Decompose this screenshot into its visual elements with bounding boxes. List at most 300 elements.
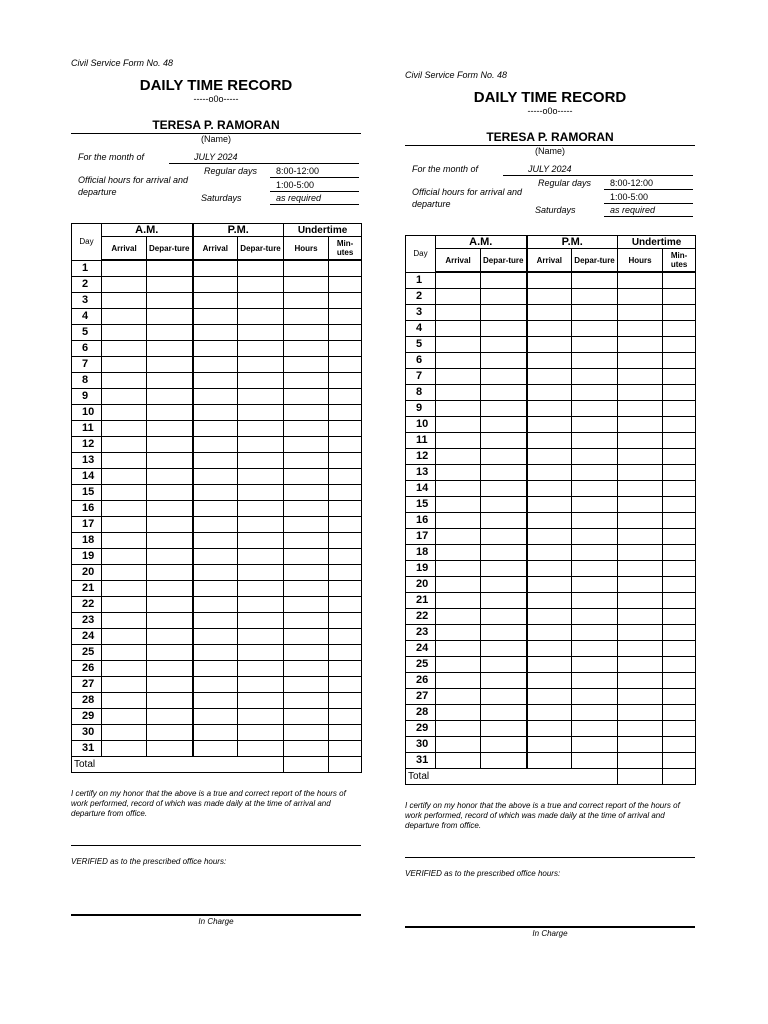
am-arrival-cell[interactable] [436, 529, 481, 545]
undertime-minutes-cell[interactable] [663, 721, 696, 737]
am-arrival-cell[interactable] [436, 737, 481, 753]
pm-departure-cell[interactable] [572, 481, 618, 497]
pm-arrival-cell[interactable] [193, 629, 238, 645]
am-arrival-cell[interactable] [102, 693, 147, 709]
am-departure-cell[interactable] [147, 485, 193, 501]
am-arrival-cell[interactable] [436, 449, 481, 465]
pm-departure-cell[interactable] [572, 721, 618, 737]
undertime-hours-cell[interactable] [618, 753, 663, 769]
am-departure-cell[interactable] [481, 561, 527, 577]
pm-arrival-cell[interactable] [527, 497, 572, 513]
am-arrival-cell[interactable] [436, 721, 481, 737]
undertime-minutes-cell[interactable] [329, 469, 362, 485]
am-arrival-cell[interactable] [102, 357, 147, 373]
pm-arrival-cell[interactable] [527, 305, 572, 321]
pm-arrival-cell[interactable] [527, 737, 572, 753]
pm-departure-cell[interactable] [238, 677, 284, 693]
am-departure-cell[interactable] [147, 341, 193, 357]
am-departure-cell[interactable] [147, 741, 193, 757]
pm-departure-cell[interactable] [238, 725, 284, 741]
pm-arrival-cell[interactable] [527, 673, 572, 689]
am-arrival-cell[interactable] [436, 289, 481, 305]
undertime-minutes-cell[interactable] [663, 609, 696, 625]
am-arrival-cell[interactable] [102, 293, 147, 309]
pm-departure-cell[interactable] [238, 565, 284, 581]
pm-arrival-cell[interactable] [193, 741, 238, 757]
am-arrival-cell[interactable] [436, 353, 481, 369]
total-hours-cell[interactable] [618, 769, 663, 785]
pm-departure-cell[interactable] [238, 421, 284, 437]
am-arrival-cell[interactable] [436, 705, 481, 721]
undertime-hours-cell[interactable] [284, 260, 329, 277]
undertime-minutes-cell[interactable] [329, 645, 362, 661]
pm-arrival-cell[interactable] [193, 277, 238, 293]
am-departure-cell[interactable] [481, 401, 527, 417]
undertime-minutes-cell[interactable] [663, 705, 696, 721]
am-departure-cell[interactable] [481, 481, 527, 497]
am-departure-cell[interactable] [147, 677, 193, 693]
undertime-hours-cell[interactable] [284, 501, 329, 517]
undertime-minutes-cell[interactable] [329, 293, 362, 309]
pm-departure-cell[interactable] [238, 709, 284, 725]
am-arrival-cell[interactable] [436, 513, 481, 529]
am-departure-cell[interactable] [481, 272, 527, 289]
undertime-minutes-cell[interactable] [329, 453, 362, 469]
pm-departure-cell[interactable] [572, 449, 618, 465]
undertime-minutes-cell[interactable] [329, 260, 362, 277]
undertime-hours-cell[interactable] [618, 353, 663, 369]
undertime-hours-cell[interactable] [618, 721, 663, 737]
undertime-minutes-cell[interactable] [329, 693, 362, 709]
pm-arrival-cell[interactable] [527, 721, 572, 737]
am-arrival-cell[interactable] [102, 405, 147, 421]
undertime-minutes-cell[interactable] [663, 449, 696, 465]
undertime-hours-cell[interactable] [284, 469, 329, 485]
pm-departure-cell[interactable] [238, 629, 284, 645]
pm-arrival-cell[interactable] [193, 549, 238, 565]
am-arrival-cell[interactable] [436, 305, 481, 321]
am-arrival-cell[interactable] [102, 277, 147, 293]
pm-arrival-cell[interactable] [193, 597, 238, 613]
am-arrival-cell[interactable] [102, 661, 147, 677]
am-departure-cell[interactable] [481, 609, 527, 625]
am-departure-cell[interactable] [481, 385, 527, 401]
pm-departure-cell[interactable] [572, 609, 618, 625]
undertime-hours-cell[interactable] [284, 677, 329, 693]
undertime-hours-cell[interactable] [618, 545, 663, 561]
am-departure-cell[interactable] [481, 433, 527, 449]
undertime-minutes-cell[interactable] [663, 289, 696, 305]
pm-arrival-cell[interactable] [193, 357, 238, 373]
pm-arrival-cell[interactable] [527, 561, 572, 577]
undertime-hours-cell[interactable] [284, 357, 329, 373]
am-arrival-cell[interactable] [436, 337, 481, 353]
undertime-minutes-cell[interactable] [329, 373, 362, 389]
pm-arrival-cell[interactable] [193, 389, 238, 405]
am-arrival-cell[interactable] [102, 597, 147, 613]
am-departure-cell[interactable] [481, 369, 527, 385]
pm-departure-cell[interactable] [238, 693, 284, 709]
undertime-hours-cell[interactable] [618, 641, 663, 657]
undertime-minutes-cell[interactable] [329, 325, 362, 341]
undertime-minutes-cell[interactable] [329, 533, 362, 549]
am-arrival-cell[interactable] [436, 433, 481, 449]
undertime-hours-cell[interactable] [284, 309, 329, 325]
am-departure-cell[interactable] [147, 421, 193, 437]
pm-arrival-cell[interactable] [193, 437, 238, 453]
undertime-hours-cell[interactable] [284, 725, 329, 741]
undertime-minutes-cell[interactable] [663, 272, 696, 289]
pm-arrival-cell[interactable] [193, 645, 238, 661]
pm-departure-cell[interactable] [572, 513, 618, 529]
am-departure-cell[interactable] [147, 469, 193, 485]
pm-arrival-cell[interactable] [193, 709, 238, 725]
pm-arrival-cell[interactable] [193, 485, 238, 501]
undertime-hours-cell[interactable] [618, 465, 663, 481]
pm-arrival-cell[interactable] [527, 272, 572, 289]
total-hours-cell[interactable] [284, 757, 329, 773]
undertime-hours-cell[interactable] [284, 741, 329, 757]
pm-arrival-cell[interactable] [193, 405, 238, 421]
undertime-minutes-cell[interactable] [663, 625, 696, 641]
undertime-hours-cell[interactable] [284, 373, 329, 389]
pm-arrival-cell[interactable] [527, 609, 572, 625]
undertime-hours-cell[interactable] [618, 449, 663, 465]
undertime-hours-cell[interactable] [284, 709, 329, 725]
am-arrival-cell[interactable] [436, 657, 481, 673]
pm-arrival-cell[interactable] [193, 325, 238, 341]
pm-departure-cell[interactable] [238, 357, 284, 373]
am-departure-cell[interactable] [481, 673, 527, 689]
undertime-hours-cell[interactable] [618, 417, 663, 433]
am-arrival-cell[interactable] [102, 485, 147, 501]
pm-arrival-cell[interactable] [193, 725, 238, 741]
undertime-minutes-cell[interactable] [663, 561, 696, 577]
am-departure-cell[interactable] [147, 405, 193, 421]
pm-departure-cell[interactable] [238, 469, 284, 485]
pm-arrival-cell[interactable] [193, 469, 238, 485]
am-arrival-cell[interactable] [102, 565, 147, 581]
am-departure-cell[interactable] [147, 453, 193, 469]
am-arrival-cell[interactable] [436, 561, 481, 577]
am-departure-cell[interactable] [481, 305, 527, 321]
undertime-hours-cell[interactable] [284, 613, 329, 629]
pm-departure-cell[interactable] [238, 293, 284, 309]
undertime-hours-cell[interactable] [618, 673, 663, 689]
pm-departure-cell[interactable] [572, 321, 618, 337]
pm-arrival-cell[interactable] [193, 661, 238, 677]
pm-arrival-cell[interactable] [193, 293, 238, 309]
am-departure-cell[interactable] [481, 577, 527, 593]
am-departure-cell[interactable] [147, 517, 193, 533]
pm-arrival-cell[interactable] [527, 577, 572, 593]
pm-arrival-cell[interactable] [527, 481, 572, 497]
undertime-minutes-cell[interactable] [329, 709, 362, 725]
am-arrival-cell[interactable] [436, 753, 481, 769]
undertime-hours-cell[interactable] [284, 549, 329, 565]
pm-arrival-cell[interactable] [527, 353, 572, 369]
undertime-minutes-cell[interactable] [663, 353, 696, 369]
pm-departure-cell[interactable] [572, 641, 618, 657]
am-departure-cell[interactable] [147, 693, 193, 709]
undertime-hours-cell[interactable] [284, 453, 329, 469]
pm-departure-cell[interactable] [572, 689, 618, 705]
undertime-minutes-cell[interactable] [663, 417, 696, 433]
am-departure-cell[interactable] [481, 449, 527, 465]
pm-arrival-cell[interactable] [527, 529, 572, 545]
am-departure-cell[interactable] [481, 353, 527, 369]
am-arrival-cell[interactable] [102, 341, 147, 357]
undertime-minutes-cell[interactable] [663, 673, 696, 689]
am-arrival-cell[interactable] [436, 401, 481, 417]
pm-departure-cell[interactable] [238, 485, 284, 501]
pm-arrival-cell[interactable] [527, 705, 572, 721]
undertime-minutes-cell[interactable] [329, 277, 362, 293]
undertime-hours-cell[interactable] [284, 645, 329, 661]
undertime-minutes-cell[interactable] [329, 661, 362, 677]
am-departure-cell[interactable] [481, 529, 527, 545]
undertime-minutes-cell[interactable] [329, 485, 362, 501]
am-departure-cell[interactable] [481, 689, 527, 705]
pm-departure-cell[interactable] [238, 309, 284, 325]
pm-arrival-cell[interactable] [527, 625, 572, 641]
undertime-hours-cell[interactable] [284, 693, 329, 709]
pm-arrival-cell[interactable] [527, 449, 572, 465]
pm-departure-cell[interactable] [572, 705, 618, 721]
am-arrival-cell[interactable] [102, 437, 147, 453]
am-departure-cell[interactable] [481, 705, 527, 721]
undertime-minutes-cell[interactable] [329, 309, 362, 325]
am-arrival-cell[interactable] [436, 417, 481, 433]
undertime-hours-cell[interactable] [618, 305, 663, 321]
am-departure-cell[interactable] [147, 709, 193, 725]
pm-departure-cell[interactable] [572, 369, 618, 385]
undertime-hours-cell[interactable] [284, 629, 329, 645]
am-departure-cell[interactable] [147, 581, 193, 597]
pm-departure-cell[interactable] [238, 277, 284, 293]
undertime-minutes-cell[interactable] [663, 433, 696, 449]
am-arrival-cell[interactable] [102, 709, 147, 725]
pm-arrival-cell[interactable] [527, 465, 572, 481]
pm-arrival-cell[interactable] [193, 677, 238, 693]
total-minutes-cell[interactable] [329, 757, 362, 773]
am-arrival-cell[interactable] [436, 609, 481, 625]
pm-arrival-cell[interactable] [193, 501, 238, 517]
am-departure-cell[interactable] [481, 417, 527, 433]
undertime-minutes-cell[interactable] [329, 437, 362, 453]
undertime-minutes-cell[interactable] [663, 737, 696, 753]
undertime-minutes-cell[interactable] [329, 501, 362, 517]
undertime-hours-cell[interactable] [618, 609, 663, 625]
am-departure-cell[interactable] [481, 737, 527, 753]
undertime-hours-cell[interactable] [284, 597, 329, 613]
pm-arrival-cell[interactable] [527, 433, 572, 449]
pm-arrival-cell[interactable] [527, 593, 572, 609]
am-departure-cell[interactable] [147, 597, 193, 613]
am-departure-cell[interactable] [147, 645, 193, 661]
undertime-hours-cell[interactable] [618, 401, 663, 417]
pm-arrival-cell[interactable] [193, 260, 238, 277]
undertime-minutes-cell[interactable] [663, 465, 696, 481]
am-arrival-cell[interactable] [436, 465, 481, 481]
am-departure-cell[interactable] [147, 533, 193, 549]
undertime-minutes-cell[interactable] [329, 725, 362, 741]
am-departure-cell[interactable] [481, 289, 527, 305]
am-arrival-cell[interactable] [436, 321, 481, 337]
undertime-minutes-cell[interactable] [329, 597, 362, 613]
am-arrival-cell[interactable] [436, 272, 481, 289]
pm-departure-cell[interactable] [238, 437, 284, 453]
undertime-hours-cell[interactable] [618, 513, 663, 529]
pm-arrival-cell[interactable] [527, 689, 572, 705]
pm-departure-cell[interactable] [238, 373, 284, 389]
pm-arrival-cell[interactable] [193, 341, 238, 357]
undertime-hours-cell[interactable] [284, 661, 329, 677]
am-arrival-cell[interactable] [102, 421, 147, 437]
undertime-minutes-cell[interactable] [663, 577, 696, 593]
undertime-minutes-cell[interactable] [663, 529, 696, 545]
undertime-hours-cell[interactable] [284, 341, 329, 357]
undertime-hours-cell[interactable] [618, 385, 663, 401]
undertime-minutes-cell[interactable] [663, 753, 696, 769]
undertime-hours-cell[interactable] [284, 325, 329, 341]
am-departure-cell[interactable] [147, 565, 193, 581]
pm-arrival-cell[interactable] [193, 693, 238, 709]
undertime-minutes-cell[interactable] [663, 401, 696, 417]
total-minutes-cell[interactable] [663, 769, 696, 785]
undertime-hours-cell[interactable] [618, 737, 663, 753]
undertime-hours-cell[interactable] [618, 561, 663, 577]
pm-arrival-cell[interactable] [193, 453, 238, 469]
pm-departure-cell[interactable] [238, 533, 284, 549]
undertime-hours-cell[interactable] [284, 565, 329, 581]
am-departure-cell[interactable] [147, 260, 193, 277]
am-departure-cell[interactable] [481, 721, 527, 737]
am-departure-cell[interactable] [481, 513, 527, 529]
undertime-hours-cell[interactable] [618, 337, 663, 353]
am-arrival-cell[interactable] [436, 385, 481, 401]
pm-departure-cell[interactable] [572, 625, 618, 641]
pm-arrival-cell[interactable] [193, 309, 238, 325]
pm-departure-cell[interactable] [238, 405, 284, 421]
pm-departure-cell[interactable] [572, 593, 618, 609]
pm-departure-cell[interactable] [238, 645, 284, 661]
am-arrival-cell[interactable] [102, 453, 147, 469]
undertime-hours-cell[interactable] [618, 321, 663, 337]
pm-departure-cell[interactable] [572, 497, 618, 513]
undertime-hours-cell[interactable] [284, 437, 329, 453]
am-arrival-cell[interactable] [436, 593, 481, 609]
pm-departure-cell[interactable] [238, 517, 284, 533]
pm-arrival-cell[interactable] [193, 517, 238, 533]
pm-departure-cell[interactable] [572, 289, 618, 305]
am-departure-cell[interactable] [147, 373, 193, 389]
am-arrival-cell[interactable] [436, 689, 481, 705]
am-arrival-cell[interactable] [102, 389, 147, 405]
am-arrival-cell[interactable] [102, 677, 147, 693]
am-arrival-cell[interactable] [102, 725, 147, 741]
pm-departure-cell[interactable] [238, 501, 284, 517]
pm-departure-cell[interactable] [238, 453, 284, 469]
am-arrival-cell[interactable] [102, 629, 147, 645]
undertime-minutes-cell[interactable] [329, 613, 362, 629]
pm-departure-cell[interactable] [572, 545, 618, 561]
am-arrival-cell[interactable] [102, 613, 147, 629]
undertime-minutes-cell[interactable] [663, 513, 696, 529]
am-departure-cell[interactable] [147, 325, 193, 341]
pm-departure-cell[interactable] [572, 433, 618, 449]
undertime-minutes-cell[interactable] [663, 657, 696, 673]
am-departure-cell[interactable] [147, 725, 193, 741]
pm-departure-cell[interactable] [238, 613, 284, 629]
undertime-minutes-cell[interactable] [329, 405, 362, 421]
am-departure-cell[interactable] [147, 277, 193, 293]
undertime-hours-cell[interactable] [284, 293, 329, 309]
pm-departure-cell[interactable] [572, 337, 618, 353]
pm-departure-cell[interactable] [572, 353, 618, 369]
undertime-minutes-cell[interactable] [329, 581, 362, 597]
pm-arrival-cell[interactable] [527, 369, 572, 385]
pm-arrival-cell[interactable] [527, 545, 572, 561]
am-departure-cell[interactable] [481, 641, 527, 657]
undertime-hours-cell[interactable] [618, 529, 663, 545]
am-departure-cell[interactable] [147, 437, 193, 453]
pm-departure-cell[interactable] [572, 673, 618, 689]
am-departure-cell[interactable] [147, 549, 193, 565]
am-arrival-cell[interactable] [436, 545, 481, 561]
undertime-minutes-cell[interactable] [329, 357, 362, 373]
am-departure-cell[interactable] [481, 545, 527, 561]
am-arrival-cell[interactable] [436, 481, 481, 497]
undertime-hours-cell[interactable] [618, 625, 663, 641]
pm-departure-cell[interactable] [572, 272, 618, 289]
am-arrival-cell[interactable] [102, 645, 147, 661]
pm-arrival-cell[interactable] [193, 565, 238, 581]
pm-departure-cell[interactable] [572, 465, 618, 481]
pm-arrival-cell[interactable] [527, 289, 572, 305]
pm-departure-cell[interactable] [572, 385, 618, 401]
pm-departure-cell[interactable] [238, 581, 284, 597]
undertime-minutes-cell[interactable] [663, 385, 696, 401]
pm-departure-cell[interactable] [238, 549, 284, 565]
undertime-minutes-cell[interactable] [663, 497, 696, 513]
pm-departure-cell[interactable] [238, 325, 284, 341]
am-arrival-cell[interactable] [436, 577, 481, 593]
am-arrival-cell[interactable] [102, 373, 147, 389]
pm-arrival-cell[interactable] [193, 373, 238, 389]
pm-arrival-cell[interactable] [193, 581, 238, 597]
undertime-hours-cell[interactable] [618, 657, 663, 673]
am-arrival-cell[interactable] [102, 325, 147, 341]
am-departure-cell[interactable] [481, 465, 527, 481]
pm-departure-cell[interactable] [572, 753, 618, 769]
undertime-hours-cell[interactable] [284, 517, 329, 533]
undertime-hours-cell[interactable] [284, 405, 329, 421]
undertime-minutes-cell[interactable] [329, 341, 362, 357]
am-arrival-cell[interactable] [436, 369, 481, 385]
pm-departure-cell[interactable] [572, 417, 618, 433]
undertime-hours-cell[interactable] [284, 277, 329, 293]
pm-arrival-cell[interactable] [527, 753, 572, 769]
pm-arrival-cell[interactable] [193, 421, 238, 437]
undertime-hours-cell[interactable] [618, 593, 663, 609]
am-departure-cell[interactable] [481, 593, 527, 609]
undertime-minutes-cell[interactable] [329, 389, 362, 405]
am-departure-cell[interactable] [481, 337, 527, 353]
am-arrival-cell[interactable] [102, 533, 147, 549]
pm-departure-cell[interactable] [572, 305, 618, 321]
am-departure-cell[interactable] [481, 625, 527, 641]
